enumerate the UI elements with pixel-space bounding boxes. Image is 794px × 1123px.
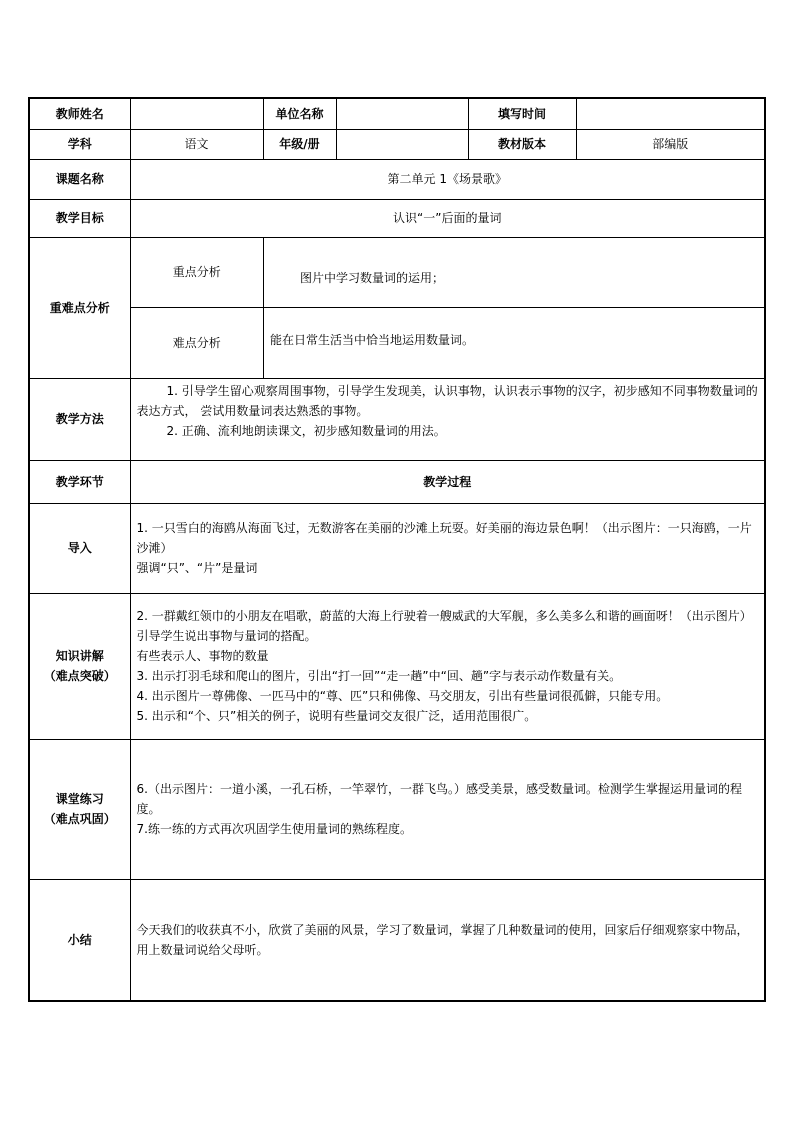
stage-header-label: 教学环节	[29, 460, 130, 503]
method-line-2: 2. 正确、流利地朗读课文，初步感知数量词的用法。	[166, 423, 446, 438]
process-header-row	[29, 460, 765, 503]
hard-point-label: 难点分析	[131, 308, 264, 378]
knowledge-label-line-1: 知识讲解	[55, 649, 104, 663]
knowledge-line-4: 4. 出示图片一尊佛像、一匹马中的“尊、匹”只和佛像、马交朋友，引出有些量词很孤僻，只能专用。	[136, 689, 669, 703]
edition-value: 部编版	[576, 129, 765, 159]
hard-point-value: 能在日常生活当中恰当地运用数量词。	[270, 333, 475, 347]
goal-value: 认识“一”后面的量词	[130, 199, 765, 237]
unit-label: 单位名称	[263, 98, 336, 129]
intro-label: 导入	[29, 503, 130, 593]
practice-content	[130, 739, 765, 879]
difficulty-breakdown	[130, 237, 765, 378]
knowledge-label-line-2: （难点突破）	[43, 669, 116, 683]
title-row	[29, 159, 765, 199]
hard-point-row	[131, 308, 765, 378]
edition-label: 教材版本	[468, 129, 576, 159]
lesson-plan-table	[28, 97, 766, 1002]
method-row	[29, 378, 765, 460]
summary-row	[29, 879, 765, 1001]
method-content	[130, 378, 765, 460]
intro-row	[29, 503, 765, 593]
difficulty-row	[29, 237, 765, 378]
subject-value: 语文	[130, 129, 263, 159]
knowledge-line-3: 3. 出示打羽毛球和爬山的图片，引出“打一回”“走一趟”中“回、趟”字与表示动作数量有关。	[136, 669, 622, 683]
summary-text: 今天我们的收获真不小，欣赏了美丽的风景，学习了数量词，掌握了几种数量词的使用，回家后仔细观察家中物品，用上数量词说给父母听。	[136, 922, 749, 957]
teacher-name-value	[130, 98, 263, 129]
grade-label: 年级/册	[263, 129, 336, 159]
knowledge-row	[29, 593, 765, 739]
intro-line-1: 1. 一只雪白的海鸥从海面飞过，无数游客在美丽的沙滩上玩耍。好美丽的海边景色啊！（出示图片：一只海鸥，一片沙滩）	[136, 521, 752, 555]
goal-label: 教学目标	[29, 199, 130, 237]
fill-time-label: 填写时间	[468, 98, 576, 129]
knowledge-line-1: 2. 一群戴红领巾的小朋友在唱歌，蔚蓝的大海上行驶着一艘威武的大军舰，多么美多么和谐的画面呀！（出示图片）引导学生说出事物与量词的搭配。	[136, 609, 752, 643]
method-label: 教学方法	[29, 378, 130, 460]
key-point-label: 重点分析	[131, 238, 264, 308]
practice-line-1: 6.（出示图片：一道小溪，一孔石桥，一竿翠竹，一群飞鸟。）感受美景，感受数量词。检测学生掌握运用量词的程度。	[136, 782, 742, 816]
teacher-name-label: 教师姓名	[29, 98, 130, 129]
practice-label-line-1: 课堂练习	[55, 792, 104, 806]
knowledge-line-5: 5. 出示和“个、只”相关的例子，说明有些量词交友很广泛，适用范围很广。	[136, 709, 537, 723]
grade-value	[336, 129, 468, 159]
practice-label-line-2: （难点巩固）	[43, 812, 116, 826]
key-point-value: 图片中学习数量词的运用；	[264, 238, 765, 308]
intro-content	[130, 503, 765, 593]
difficulty-label: 重难点分析	[29, 237, 130, 378]
fill-time-value	[576, 98, 765, 129]
difficulty-inner-table	[131, 238, 765, 378]
goal-row	[29, 199, 765, 237]
lesson-title-value: 第二单元 1《场景歌》	[130, 159, 765, 199]
summary-label: 小结	[29, 879, 130, 1001]
key-point-row	[131, 238, 765, 308]
practice-label	[29, 739, 130, 879]
header-row-2	[29, 129, 765, 159]
knowledge-content	[130, 593, 765, 739]
practice-line-2: 7.练一练的方式再次巩固学生使用量词的熟练程度。	[136, 822, 412, 836]
header-row-1	[29, 98, 765, 129]
practice-row	[29, 739, 765, 879]
lesson-title-label: 课题名称	[29, 159, 130, 199]
unit-value	[336, 98, 468, 129]
knowledge-line-2: 有些表示人、事物的数量	[136, 649, 269, 663]
subject-label: 学科	[29, 129, 130, 159]
process-header-label: 教学过程	[130, 460, 765, 503]
method-line-1: 1. 引导学生留心观察周围事物，引导学生发现美，认识事物，认识表示事物的汉字，初步感知不同事物数量词的表达方式， 尝试用数量词表达熟悉的事物。	[136, 383, 758, 418]
intro-line-2: 强调“只”、“片”是量词	[136, 561, 258, 575]
knowledge-label	[29, 593, 130, 739]
lesson-plan-sheet	[28, 97, 764, 1002]
summary-content	[130, 879, 765, 1001]
